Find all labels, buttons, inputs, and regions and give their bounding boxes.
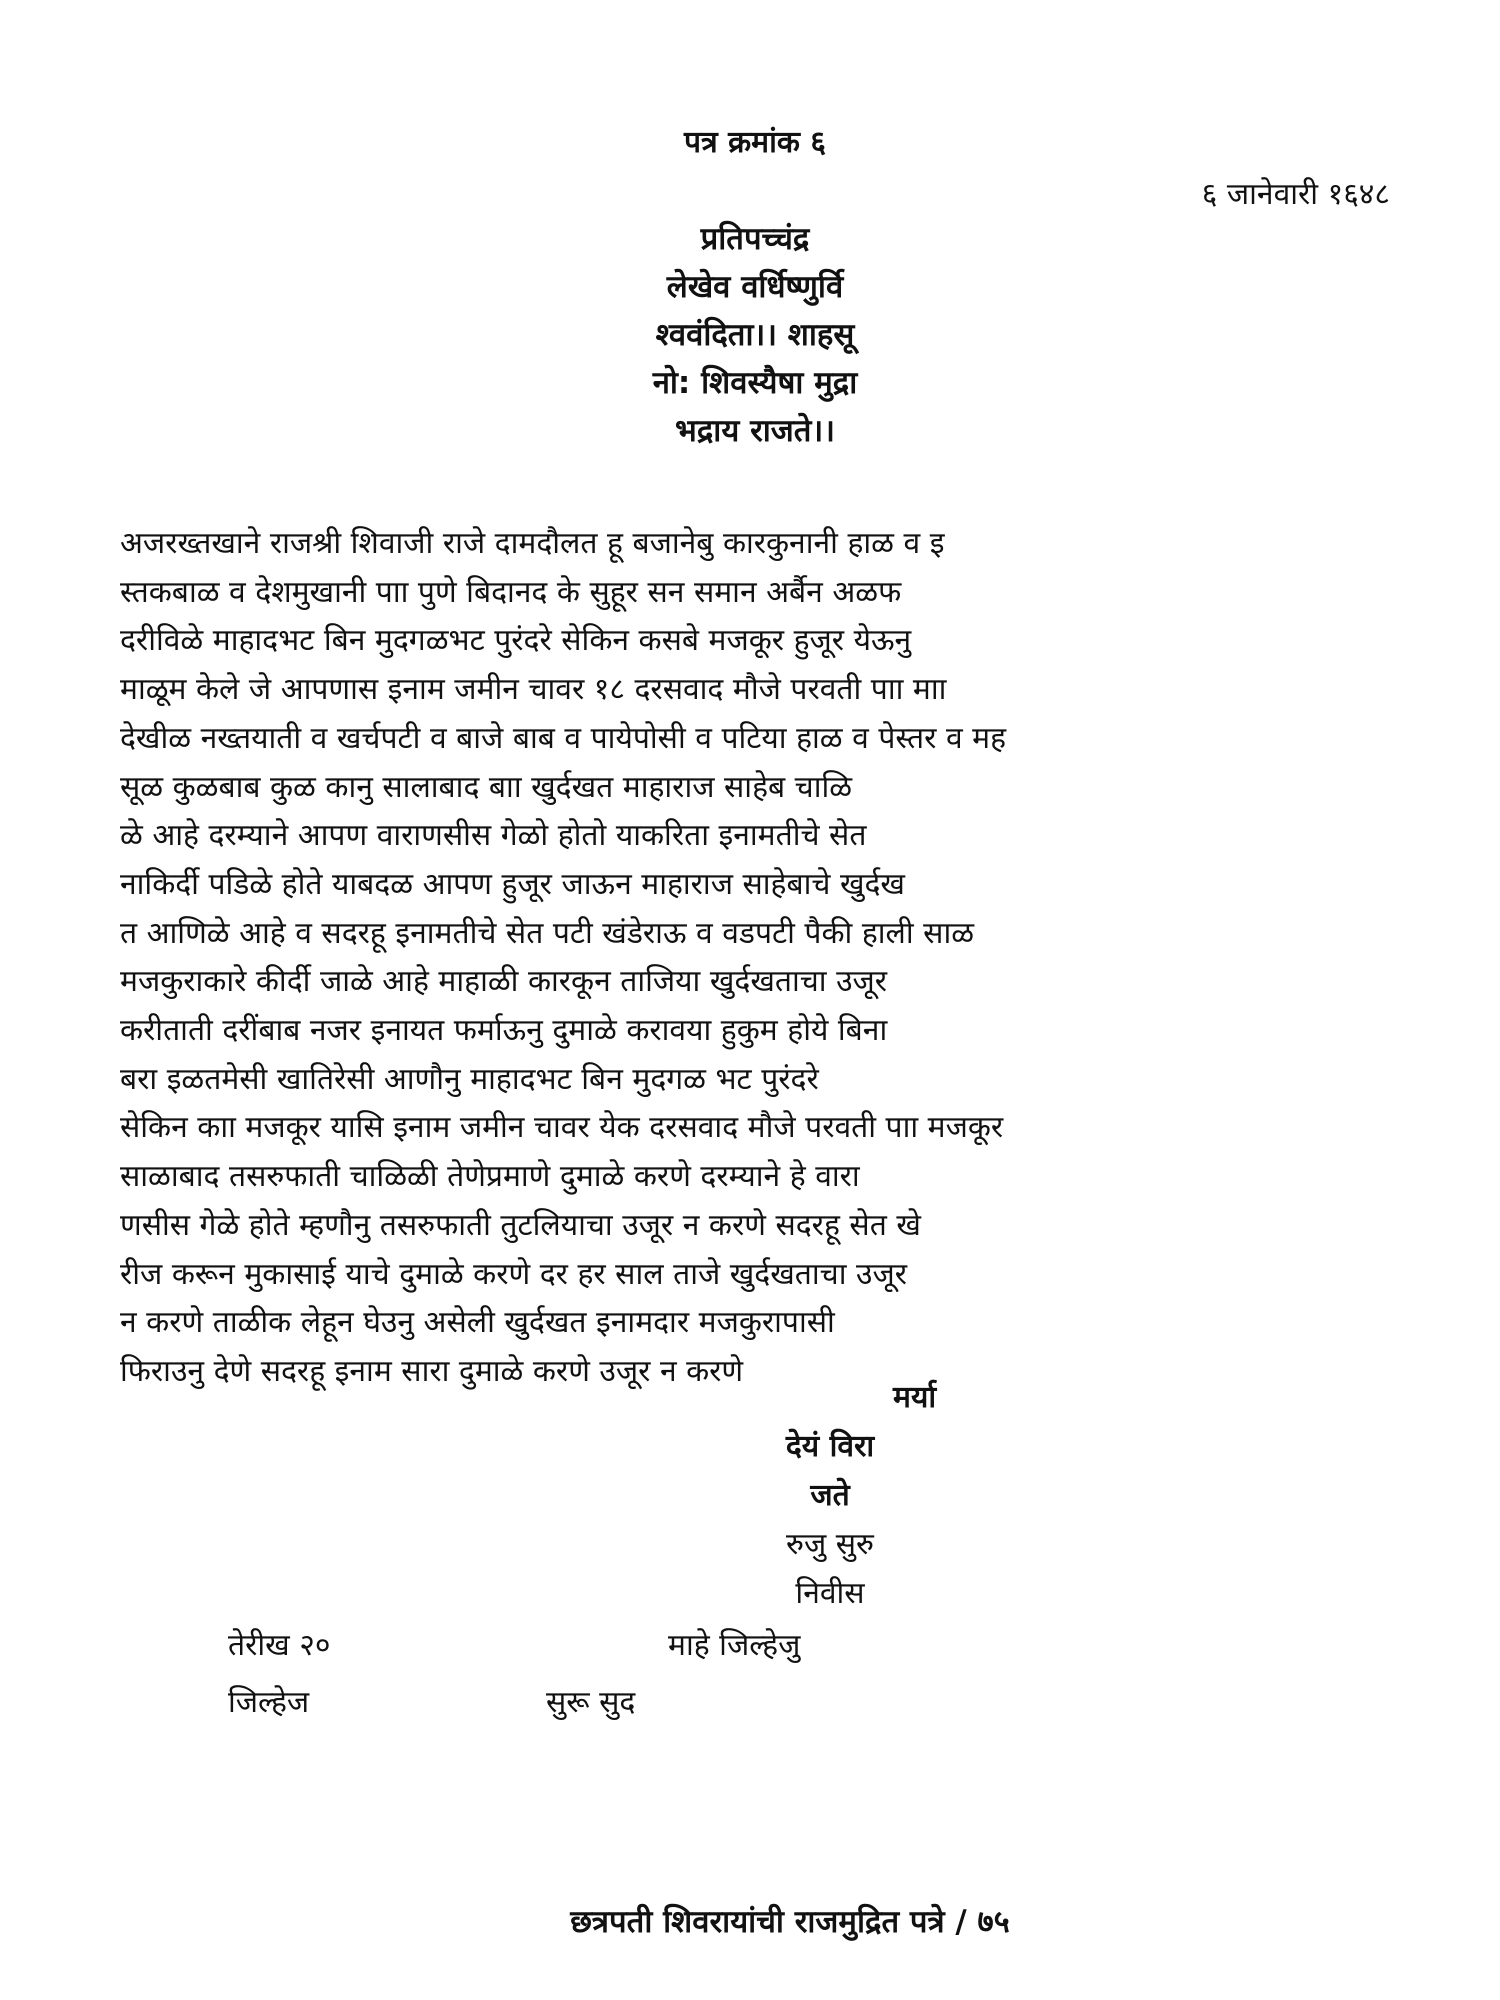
body-line: करीताती दरींबाब नजर इनायत फर्माऊनु दुमाळे करावया हुकुम होये बिना [120, 1013, 888, 1049]
body-line: देखीळ नख्तयाती व खर्चपटी व बाजे बाब व पायेपोसी व पटिया हाळ व पेस्तर व मह [120, 720, 1007, 756]
seal-line: श्ववंदिता।। शाहसू [655, 317, 855, 353]
body-line: बरा इळतमेसी खातिरेसी आणौनु माहादभट बिन मुदगळ भट पुरंदरे [120, 1061, 819, 1097]
closing-line: देयं विरा [785, 1429, 875, 1464]
closing-line: जते [810, 1478, 850, 1513]
body-line: न करणे ताळीक लेहून घेउनु असेली खुर्दखत इनामदार मजकुरापासी [120, 1305, 835, 1341]
seal-line: भद्राय राजते।। [675, 413, 835, 449]
letter-body [120, 520, 1006, 1397]
closing-mark: मर्या [893, 1380, 937, 1415]
body-line: साळाबाद तसरुफाती चाळिळी तेणेप्रमाणे दुमाळे करणे दरम्याने हे वारा [120, 1159, 860, 1195]
body-line: ळे आहे दरम्याने आपण वाराणसीस गेळो होतो याकरिता इनामतीचे सेत [120, 818, 867, 854]
tereekh-text: तेरीख २० [228, 1628, 331, 1663]
letter-date: ६ जानेवारी १६४८ [1201, 177, 1390, 212]
body-line: फिराउनु देणे सदरहू इनाम सारा दुमाळे करणे उजूर न करणे [120, 1353, 744, 1389]
closing-line: निवीस [795, 1576, 865, 1611]
body-line: रीज करून मुकासाई याचे दुमाळे करणे दर हर साल ताजे खुर्दखताचा उजूर [120, 1256, 907, 1292]
suru-sud-text: सुरू सुद [546, 1685, 636, 1720]
closing-line: रुजु सुरु [786, 1527, 874, 1562]
body-line: त आणिळे आहे व सदरहू इनामतीचे सेत पटी खंडेराऊ व वडपटी पैकी हाली साळ [120, 915, 975, 951]
seal-line: नो: शिवस्यैषा मुद्रा [652, 365, 858, 401]
body-line: अजरख्तखाने राजश्री शिवाजी राजे दामदौलत हू बजानेबु कारकुनानी हाळ व इ [120, 526, 945, 561]
letter-number-heading: पत्र क्रमांक ६ [684, 125, 826, 160]
body-line: मजकुराकारे कीर्दी जाळे आहे माहाळी कारकून ताजिया खुर्दखताचा उजूर [120, 964, 888, 1000]
jilhej-text: जिल्हेज [228, 1685, 310, 1720]
page-footer: छत्रपती शिवरायांची राजमुद्रित पत्रे / ७५ [570, 1904, 1010, 1940]
body-line: दरीविळे माहादभट बिन मुदगळभट पुरंदरे सेकिन कसबे मजकूर हुजूर येऊनु [120, 623, 912, 659]
body-line: णसीस गेळे होते म्हणौनु तसरुफाती तुटलियाचा उजूर न करणे सदरहू सेत खे [120, 1207, 921, 1243]
closing-block [700, 1422, 960, 1618]
body-line: नाकिर्दी पडिळे होते याबदळ आपण हुजूर जाऊन माहाराज साहेबाचे खुर्दख [120, 866, 905, 902]
seal-line: लेखेव वर्धिष्णुर्वि [666, 269, 844, 305]
seal-line: प्रतिपच्चंद्र [700, 221, 810, 257]
body-line: सेकिन काा मजकूर यासि इनाम जमीन चावर येक दरसवाद मौजे परवती पाा मजकूर [120, 1110, 1004, 1146]
body-line: सूळ कुळबाब कुळ कानु सालाबाद बाा खुर्दखत माहाराज साहेब चाळि [120, 769, 853, 805]
seal-inscription [0, 215, 1500, 455]
mahe-text: माहे जिल्हेजु [668, 1628, 801, 1663]
body-line: स्तकबाळ व देशमुखानी पाा पुणे बिदानद के सुहूर सन समान अर्बैन अळफ [120, 574, 902, 610]
body-line: माळूम केले जे आपणास इनाम जमीन चावर १८ दरसवाद मौजे परवती पाा माा [120, 672, 947, 708]
